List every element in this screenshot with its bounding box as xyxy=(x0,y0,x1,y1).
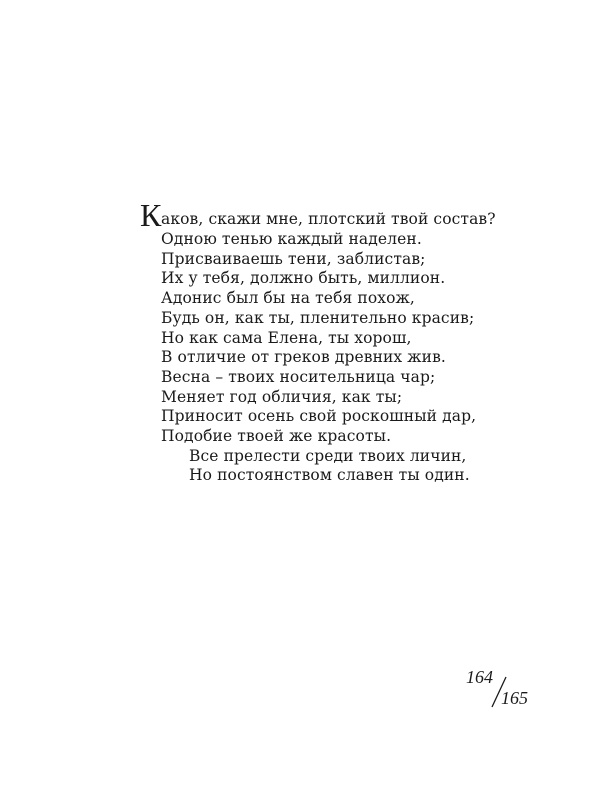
right-page-number: 165 xyxy=(501,688,528,708)
poem-line: Весна – твоих носительница чар; xyxy=(161,367,436,386)
poem-line: Будь он, как ты, пленительно красив; xyxy=(161,308,475,327)
first-line-text: аков, скажи мне, плотский твой состав? xyxy=(161,210,496,228)
couplet-line: Но постоянством славен ты один. xyxy=(189,466,470,485)
poem-line: Но как сама Елена, ты хорош, xyxy=(161,328,412,347)
page-folio xyxy=(462,665,542,715)
poem xyxy=(140,197,560,486)
drop-cap: К xyxy=(140,197,162,233)
left-page-number: 164 xyxy=(466,667,493,687)
poem-line: Подобие твоей же красоты. xyxy=(161,427,392,446)
couplet-line: Все прелести среди твоих личин, xyxy=(189,446,467,465)
poem-line: В отличие от греков древних жив. xyxy=(161,348,446,367)
poem-line: Приносит осень свой роскошный дар, xyxy=(161,407,477,426)
poem-line: Их у тебя, должно быть, миллион. xyxy=(161,269,446,288)
poem-line: Одною тенью каждый наделен. xyxy=(161,230,422,248)
poem-line: Меняет год обличия, как ты; xyxy=(161,387,403,406)
poem-line: Адонис был бы на тебя похож, xyxy=(161,289,415,308)
poem-first-line xyxy=(140,197,560,233)
poem-line: Присваиваешь тени, заблистав; xyxy=(161,249,426,268)
